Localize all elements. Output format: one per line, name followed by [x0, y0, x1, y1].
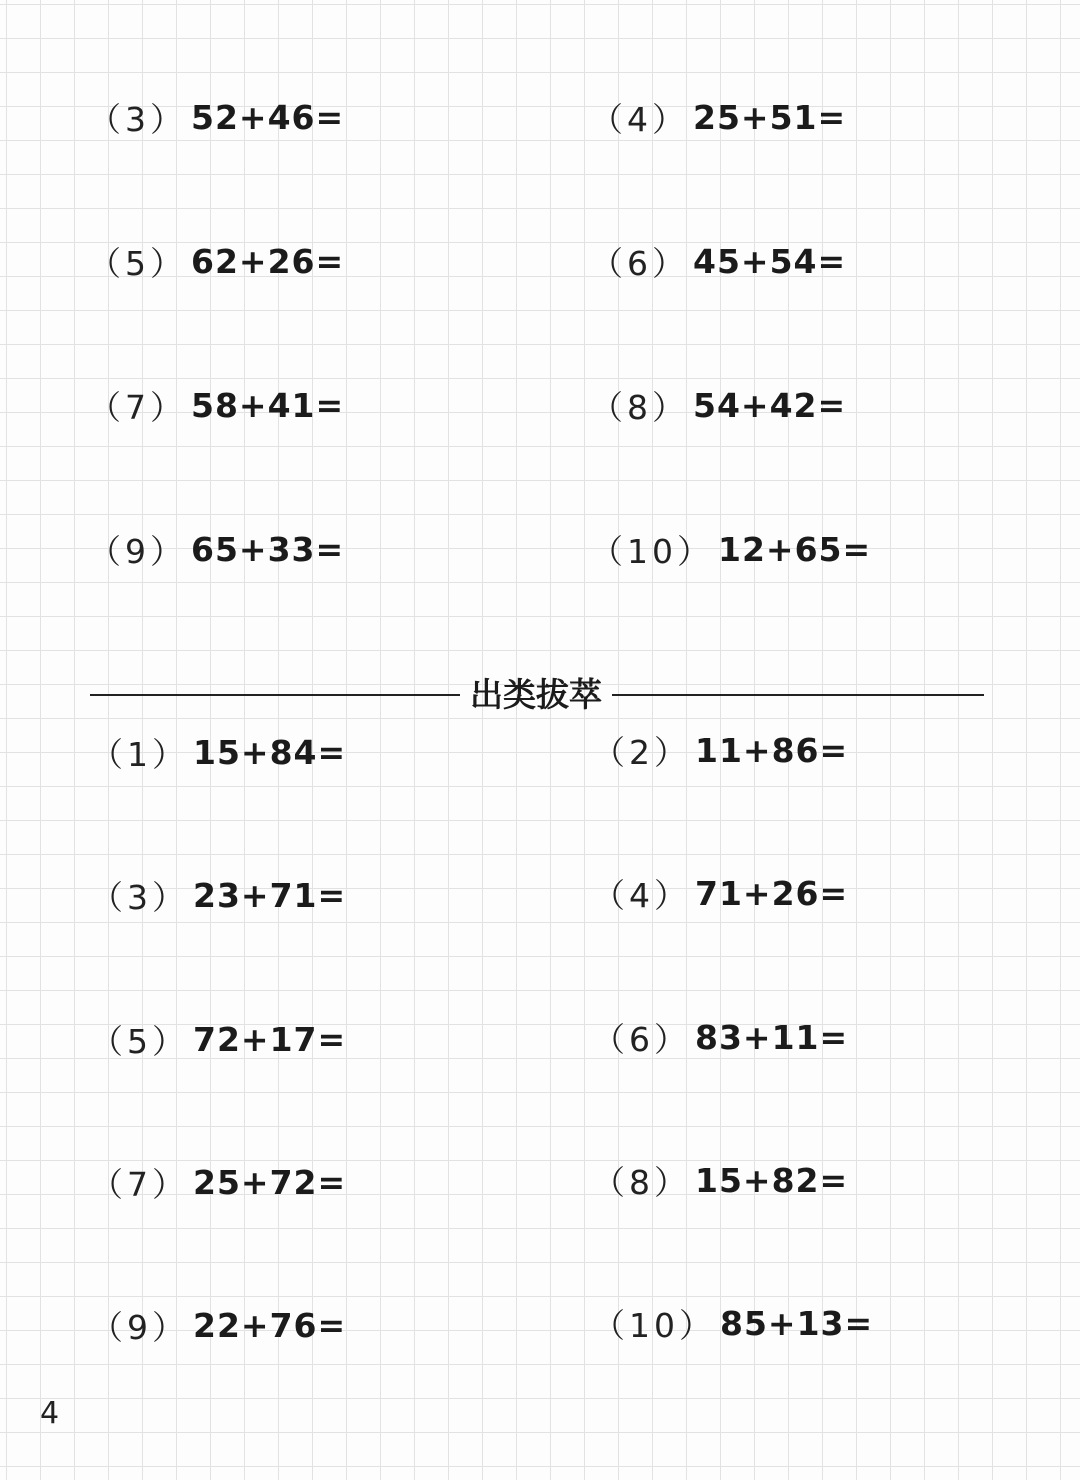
- problem-item: [590, 381, 846, 429]
- problem-expression: 45+54=: [693, 241, 847, 281]
- problem-expression: 65+33=: [191, 529, 345, 569]
- problem-item: [90, 1158, 346, 1206]
- problem-expression: 62+26=: [191, 241, 345, 281]
- problem-expression: 15+82=: [695, 1160, 849, 1200]
- divider-line-right: [612, 694, 984, 696]
- problem-number: （7）: [88, 387, 187, 427]
- problem-number: （6）: [592, 1019, 691, 1059]
- problem-expression: 54+42=: [693, 385, 847, 425]
- problem-number: （4）: [590, 99, 689, 139]
- problem-item: [90, 728, 346, 776]
- problem-number: （6）: [590, 243, 689, 283]
- problem-expression: 11+86=: [695, 730, 849, 770]
- problem-expression: 58+41=: [191, 385, 345, 425]
- problem-number: （10）: [592, 1305, 716, 1345]
- problem-number: （3）: [88, 99, 187, 139]
- problem-number: （10）: [590, 531, 714, 571]
- problem-expression: 15+84=: [193, 732, 347, 772]
- problem-number: （2）: [592, 732, 691, 772]
- problem-number: （5）: [88, 243, 187, 283]
- problem-item: [88, 381, 344, 429]
- problem-number: （9）: [88, 531, 187, 571]
- divider-line-left: [90, 694, 460, 696]
- problem-item: [90, 1301, 346, 1349]
- problem-number: （4）: [592, 875, 691, 915]
- problem-expression: 22+76=: [193, 1305, 347, 1345]
- problem-item: [592, 869, 848, 917]
- problem-item: [590, 93, 846, 141]
- problem-expression: 25+72=: [193, 1162, 347, 1202]
- page-number: 4: [40, 1396, 60, 1431]
- problem-number: （1）: [90, 734, 189, 774]
- problem-item: [88, 93, 344, 141]
- problem-expression: 23+71=: [193, 875, 347, 915]
- problem-expression: 25+51=: [693, 97, 847, 137]
- problem-expression: 83+11=: [695, 1017, 849, 1057]
- problem-item: [88, 525, 344, 573]
- problem-number: （3）: [90, 877, 189, 917]
- problem-number: （9）: [90, 1307, 189, 1347]
- problem-item: [592, 726, 848, 774]
- problem-item: [592, 1156, 848, 1204]
- problem-item: [592, 1013, 848, 1061]
- problem-item: [590, 525, 871, 573]
- problem-number: （8）: [590, 387, 689, 427]
- problem-item: [88, 237, 344, 285]
- problem-number: （7）: [90, 1164, 189, 1204]
- problem-item: [90, 1015, 346, 1063]
- problem-expression: 85+13=: [720, 1303, 874, 1343]
- section-divider: [90, 670, 984, 720]
- section-title: 出类拔萃: [470, 675, 602, 714]
- problem-expression: 12+65=: [718, 529, 872, 569]
- problem-item: [590, 237, 846, 285]
- problem-number: （5）: [90, 1021, 189, 1061]
- problem-item: [90, 871, 346, 919]
- problem-expression: 71+26=: [695, 873, 849, 913]
- problem-item: [592, 1299, 873, 1347]
- problem-expression: 52+46=: [191, 97, 345, 137]
- problem-number: （8）: [592, 1162, 691, 1202]
- problem-expression: 72+17=: [193, 1019, 347, 1059]
